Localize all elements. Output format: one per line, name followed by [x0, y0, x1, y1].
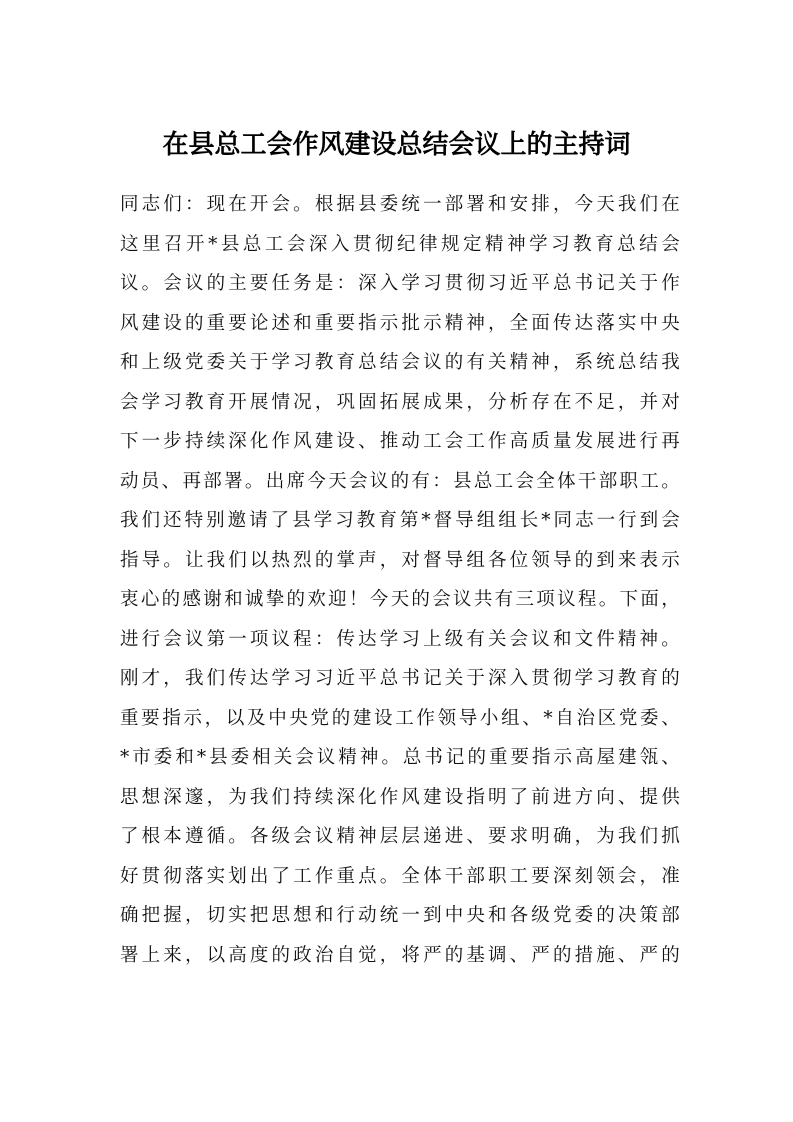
- paragraph-line: 我们还特别邀请了县学习教育第*督导组组长*同志一行到会: [120, 510, 680, 531]
- paragraph-line: 下一步持续深化作风建设、推动工会工作高质量发展进行再: [120, 431, 680, 452]
- paragraph-line: 动员、再部署。出席今天会议的有：县总工会全体干部职工。: [120, 470, 680, 492]
- paragraph-line: 刚才，我们传达学习习近平总书记关于深入贯彻学习教育的: [120, 668, 680, 689]
- paragraph-line: 这里召开*县总工会深入贯彻纪律规定精神学习教育总结会: [120, 233, 680, 255]
- paragraph-line: 衷心的感谢和诚挚的欢迎！今天的会议共有三项议程。下面，: [120, 589, 680, 610]
- paragraph-line: 同志们：现在开会。根据县委统一部署和安排，今天我们在: [120, 194, 680, 215]
- paragraph-line: *市委和*县委相关会议精神。总书记的重要指示高屋建瓴、: [120, 747, 680, 768]
- paragraph-line: 进行会议第一项议程：传达学习上级有关会议和文件精神。: [120, 628, 680, 650]
- paragraph-line: 好贯彻落实划出了工作重点。全体干部职工要深刻领会，准: [120, 865, 680, 887]
- paragraph-line: 重要指示，以及中央党的建设工作领导小组、*自治区党委、: [120, 707, 680, 729]
- document-body: [120, 185, 680, 975]
- paragraph-line: 署上来，以高度的政治自觉，将严的基调、严的措施、严的: [120, 944, 680, 966]
- paragraph-line: 议。会议的主要任务是：深入学习贯彻习近平总书记关于作: [120, 273, 680, 294]
- paragraph-line: 确把握，切实把思想和行动统一到中央和各级党委的决策部: [120, 905, 680, 926]
- paragraph-line: 和上级党委关于学习教育总结会议的有关精神，系统总结我: [120, 352, 680, 373]
- document-title: 在县总工会作风建设总结会议上的主持词: [162, 130, 631, 160]
- paragraph-line: 了根本遵循。各级会议精神层层递进、要求明确，为我们抓: [120, 826, 680, 847]
- paragraph-line: 风建设的重要论述和重要指示批示精神，全面传达落实中央: [120, 312, 680, 334]
- paragraph-line: 会学习教育开展情况，巩固拓展成果，分析存在不足，并对: [120, 391, 680, 413]
- paragraph-line: 思想深邃，为我们持续深化作风建设指明了前进方向、提供: [120, 786, 680, 808]
- paragraph-line: 指导。让我们以热烈的掌声，对督导组各位领导的到来表示: [120, 549, 680, 571]
